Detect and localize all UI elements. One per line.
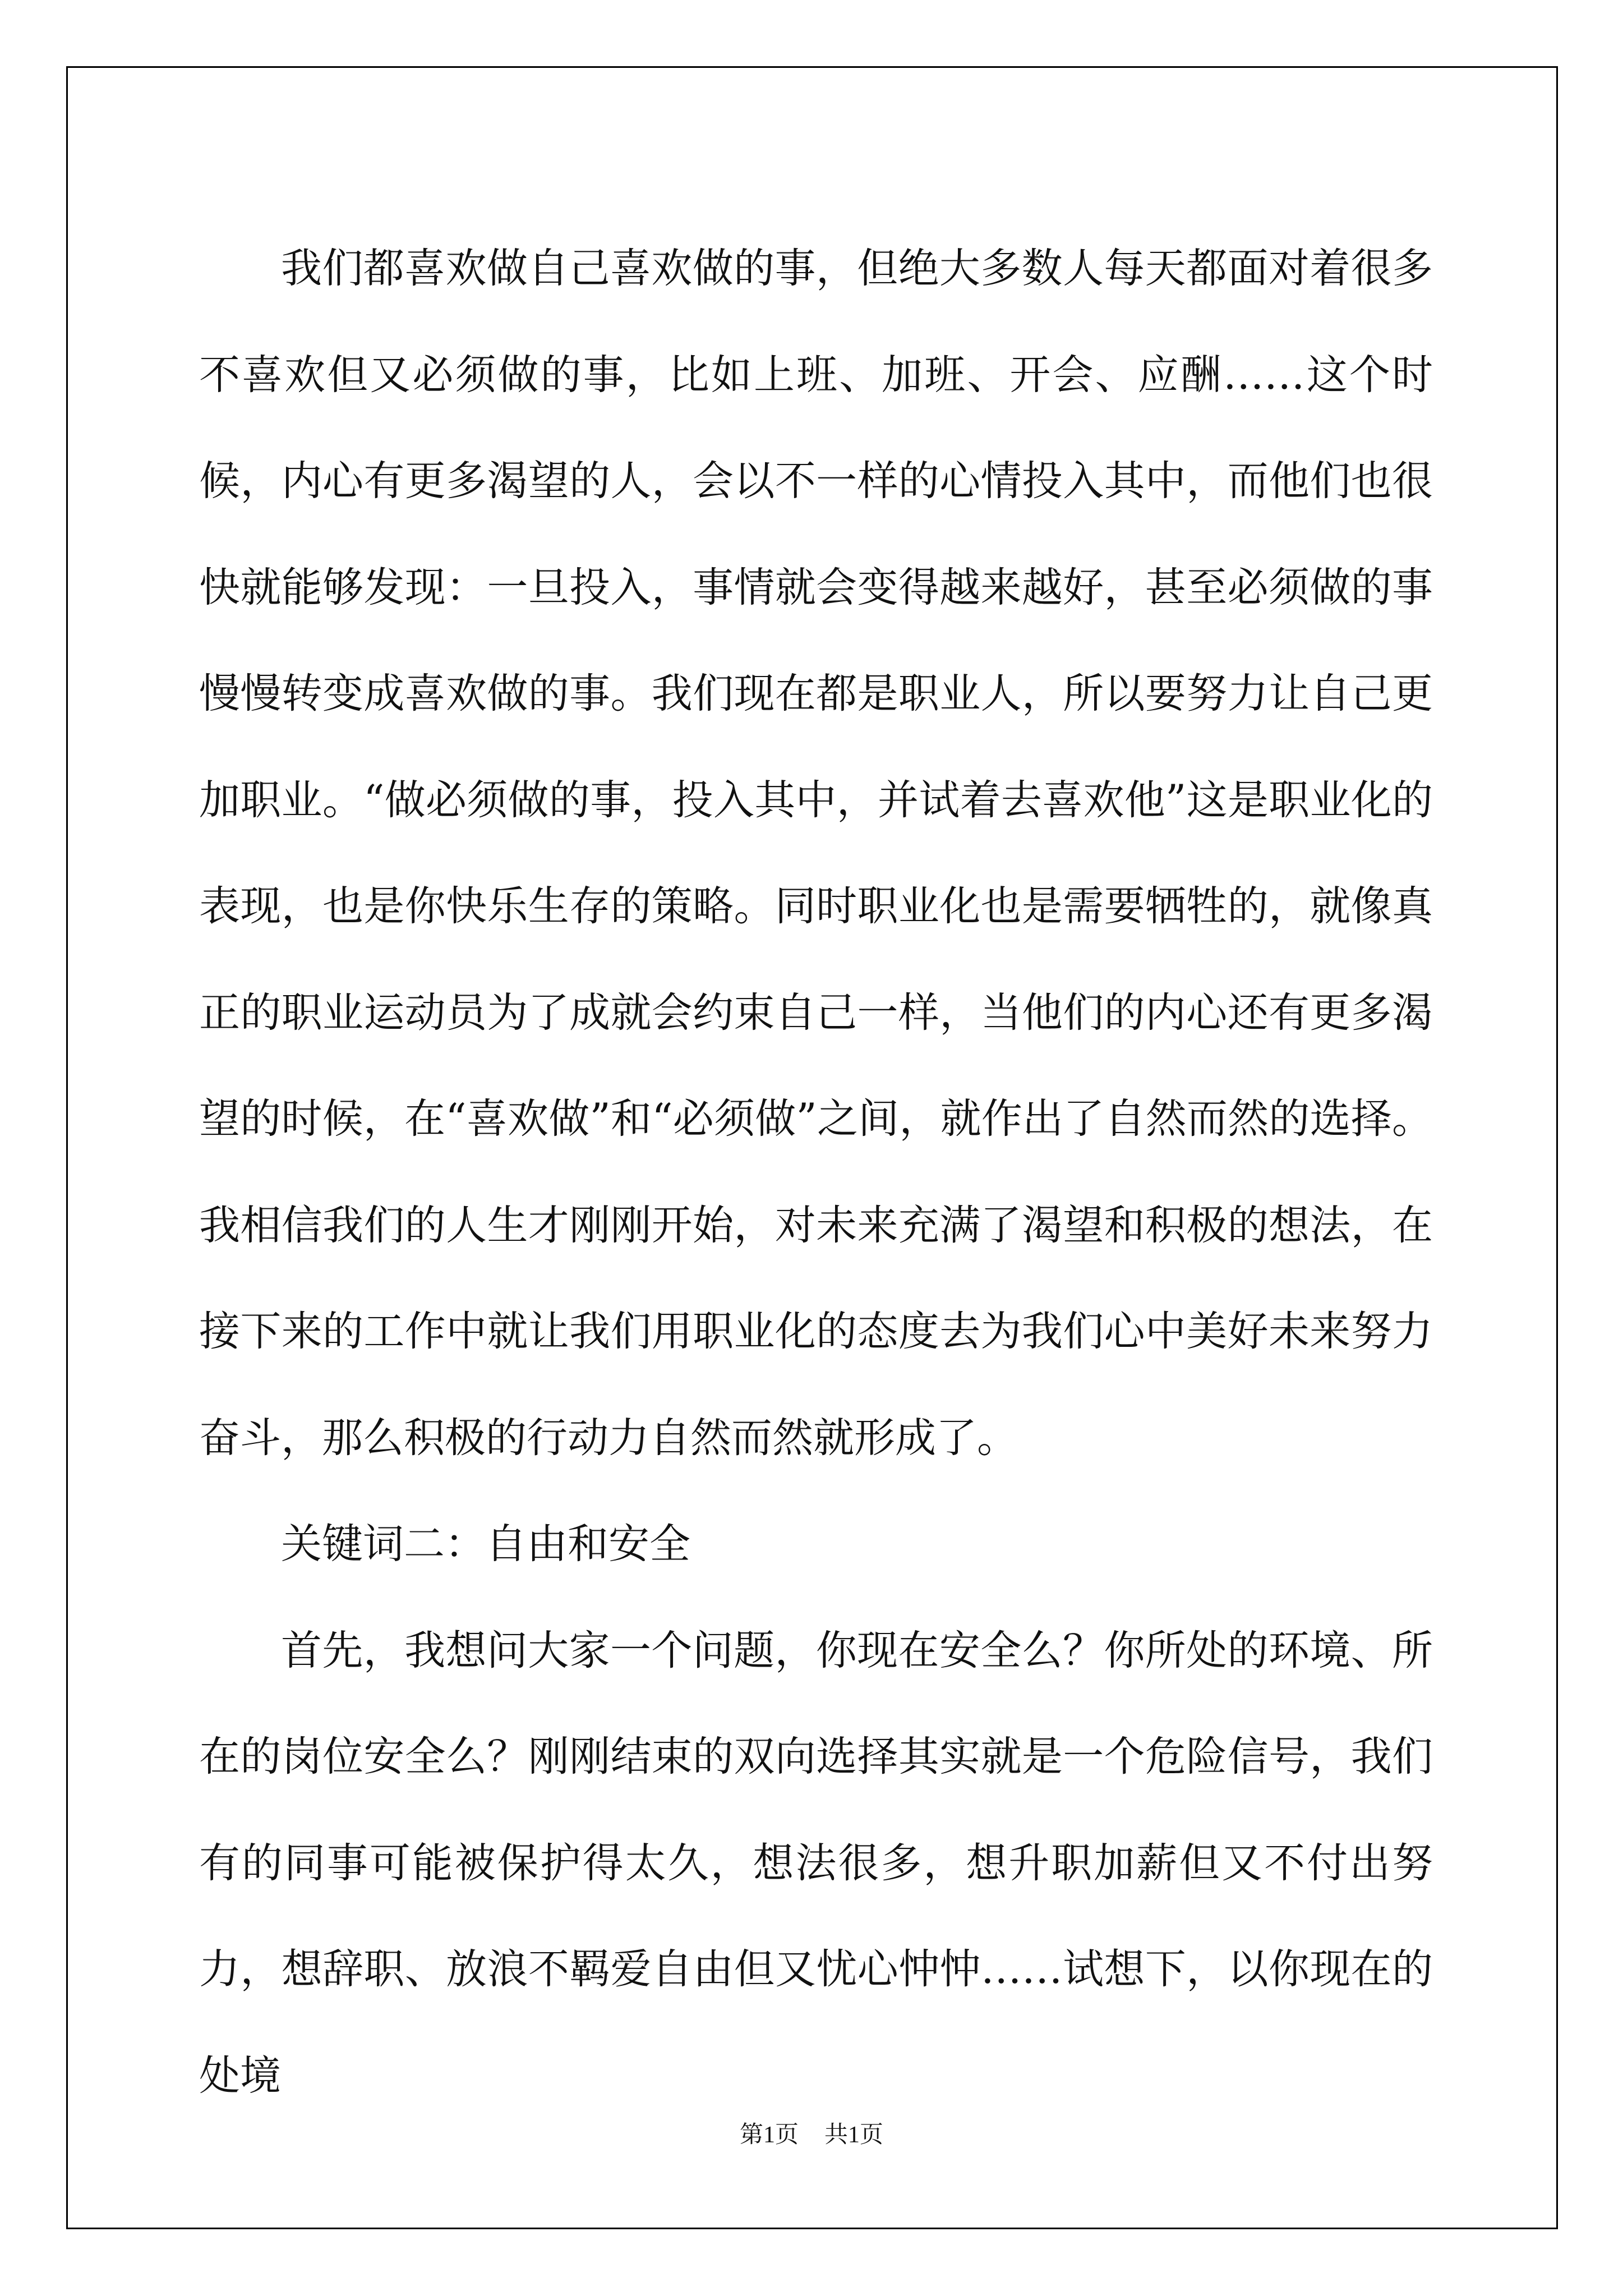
paragraph-1: 我们都喜欢做自己喜欢做的事，但绝大多数人每天都面对着很多不喜欢但又必须做的事，比如上班、加班、开会、应酬……这个时候，内心有更多渴望的人，会以不一样的心情投入其中，而他们也很快就能够发现：一旦投入，事情就会变得越来越好，甚至必须做的事慢慢转变成喜欢做的事。我们现在都是职业人，所以要努力让自己更加职业。“做必须做的事，投入其中，并试着去喜欢他”这是职业化的表现，也是你快乐生存的策略。同时职业化也是需要牺牲的，就像真正的职业运动员为了成就会约束自己一样，当他们的内心还有更多渴望的时候，在“喜欢做”和“必须做”之间，就作出了自然而然的选择。我相信我们的人生才刚刚开始，对未来充满了渴望和积极的想法，在接下来的工作中就让我们用职业化的态度去为我们心中美好未来努力奋斗，那么积极的行动力自然而然就形成了。 xyxy=(199,245,1433,1462)
page-number: 第1页 xyxy=(739,2122,799,2148)
page-footer xyxy=(0,2116,1623,2150)
heading-keyword-two: 关键词二：自由和安全 xyxy=(281,1520,690,1568)
page-total: 共1页 xyxy=(824,2122,884,2148)
document-body xyxy=(199,215,1433,2129)
paragraph-2: 首先，我想问大家一个问题，你现在安全么？你所处的环境、所在的岗位安全么？刚刚结束的双向选择其实就是一个危险信号，我们有的同事可能被保护得太久，想法很多，想升职加薪但又不付出努力，想辞职、放浪不羁爱自由但又忧心忡忡……试想下，以你现在的处境 xyxy=(199,1626,1433,2100)
